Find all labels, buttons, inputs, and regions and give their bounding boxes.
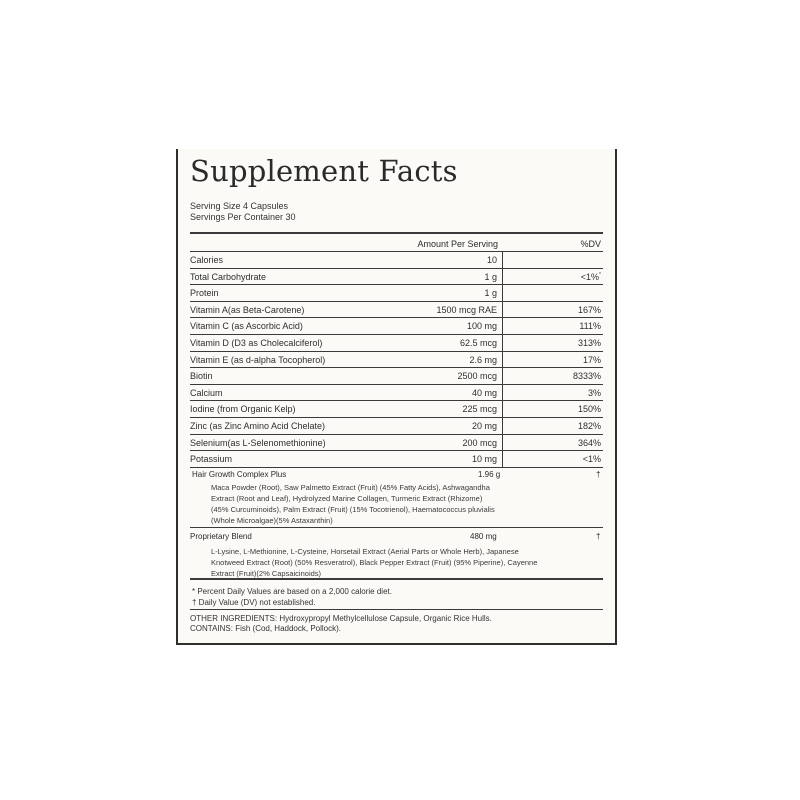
hair-blend-dv: † [596,470,601,479]
nutrient-amount: 100 mg [466,321,497,332]
nutrient-dv-value: 182% [577,421,601,431]
footnote-rule [190,609,603,610]
nutrient-name: Vitamin E (as d-alpha Tocopherol) [190,354,326,365]
nutrient-name: Vitamin C (as Ascorbic Acid) [190,321,303,332]
ingredient-line: (45% Curcuminoids), Palm Extract (Fruit) (15% Tocotrienol), Haematococcus pluvialis [211,505,495,514]
nutrient-amount: 1 g [484,288,497,299]
nutrient-dv-value: <1% [582,454,601,465]
nutrient-dv [578,404,601,414]
row-rule [190,467,603,468]
nutrient-dv-value: <1% [580,271,600,282]
amount-per-serving-header: Amount Per Serving [417,239,498,249]
nutrient-name: Iodine (from Organic Kelp) [190,404,296,415]
nutrient-dv-value: 8333% [572,371,601,382]
nutrient-dv-value: 167% [577,304,601,315]
nutrient-dv [588,388,601,398]
proprietary-blend-ingredients [211,546,537,579]
column-divider [502,367,503,384]
ingredient-line: (Whole Microalgae)(5% Astaxanthin) [211,516,333,525]
column-divider [502,384,503,401]
nutrient-name: Calories [190,255,224,265]
ingredient-line: Knotweed Extract (Root) (50% Resveratrol), Black Pepper Extract (Fruit) (95% Piperine), Cayenne [211,558,538,567]
nutrient-dv [578,338,601,348]
table-row [190,351,603,367]
table-row [190,400,603,416]
contains-allergens: CONTAINS: Fish (Cod, Haddock, Pollock). [190,624,342,633]
nutrient-name: Potassium [190,454,233,465]
nutrient-amount: 10 [486,255,497,265]
nutrient-name: Vitamin D (D3 as Cholecalciferol) [190,338,323,348]
table-row [190,367,603,383]
nutrient-dv-value: 111% [579,321,601,332]
panel-title: Supplement Facts [190,154,458,188]
nutrient-amount: 40 mg [471,387,497,398]
nutrient-amount: 62.5 mcg [459,338,497,348]
column-divider [502,334,503,351]
dv-not-established-footnote: † Daily Value (DV) not established. [192,598,316,607]
nutrient-dv-value: 313% [577,338,601,348]
ingredient-line: Extract (Fruit)(2% Capsaicinoids) [211,569,322,578]
table-row [190,384,603,400]
nutrient-dv-value: 364% [577,437,601,448]
column-divider [502,268,503,285]
nutrient-name: Biotin [190,371,213,382]
hair-blend-name: Hair Growth Complex Plus [192,470,287,479]
column-header [190,239,603,251]
nutrient-dv [578,438,601,448]
ingredient-line: Maca Powder (Root), Saw Palmetto Extract (Fruit) (45% Fatty Acids), Ashwagandha [211,483,490,492]
column-divider [502,434,503,451]
hair-blend-ingredients [211,482,495,526]
column-divider [502,417,503,434]
column-divider [502,450,503,467]
ingredient-line: L-Lysine, L-Methionine, L-Cysteine, Horsetail Extract (Aerial Parts or Whole Herb), Japanese [211,547,519,556]
column-divider [502,351,503,368]
table-row [190,417,603,433]
table-row [190,317,603,333]
nutrient-dv [578,305,601,315]
column-divider [502,317,503,334]
table-row [190,284,603,300]
nutrient-amount: 1500 mcg RAE [436,304,497,315]
table-row [190,251,603,267]
nutrient-dv [583,355,601,365]
nutrient-dv-value: 17% [582,354,601,365]
nutrient-name: Selenium(as L-Selenomethionine) [190,437,326,448]
serving-size: Serving Size 4 Capsules [190,201,289,211]
nutrient-amount: 225 mcg [462,404,497,415]
hair-blend-amount: 1.96 g [478,470,501,479]
nutrient-dv [581,272,601,282]
table-row [190,268,603,284]
column-divider [502,301,503,318]
nutrient-name: Vitamin A(as Beta-Carotene) [190,304,305,315]
column-divider [502,284,503,301]
nutrient-amount: 10 mg [471,454,497,465]
nutrient-dv [583,454,601,464]
nutrient-dv-value: 3% [587,387,601,398]
column-divider [502,251,503,268]
dv-header: %DV [580,239,601,249]
table-row [190,301,603,317]
nutrient-dv [579,321,601,331]
nutrient-amount: 2.6 mg [469,354,497,365]
table-row [190,450,603,466]
percent-dv-footnote: * Percent Daily Values are based on a 2,000 calorie diet. [192,587,392,596]
nutrient-name: Calcium [190,387,223,398]
other-ingredients: OTHER INGREDIENTS: Hydroxypropyl Methylcellulose Capsule, Organic Rice Hulls. [190,614,492,623]
proprietary-blend-dv: † [596,532,601,541]
proprietary-blend-amount: 480 mg [470,532,497,541]
nutrient-dv [573,371,601,381]
ingredient-line: Extract (Root and Leaf), Hydrolyzed Marine Collagen, Turmeric Extract (Rhizome) [211,494,483,503]
servings-per-container: Servings Per Container 30 [190,212,296,222]
nutrient-name: Zinc (as Zinc Amino Acid Chelate) [190,421,326,431]
column-divider [502,400,503,417]
dv-footnote-mark: * [599,271,601,278]
table-row [190,334,603,350]
hair-blend-rule [190,527,603,528]
nutrient-amount: 20 mg [471,421,497,431]
bottom-thick-rule [190,578,603,580]
nutrient-amount: 200 mcg [462,437,497,448]
nutrient-name: Protein [190,288,219,299]
nutrient-dv-value: 150% [577,404,601,415]
nutrient-dv [578,421,601,431]
proprietary-blend-name: Proprietary Blend [190,532,252,541]
nutrient-amount: 2500 mcg [457,371,497,382]
nutrient-amount: 1 g [484,271,497,282]
table-row [190,434,603,450]
nutrient-name: Total Carbohydrate [190,271,267,282]
top-thick-rule [190,232,603,234]
